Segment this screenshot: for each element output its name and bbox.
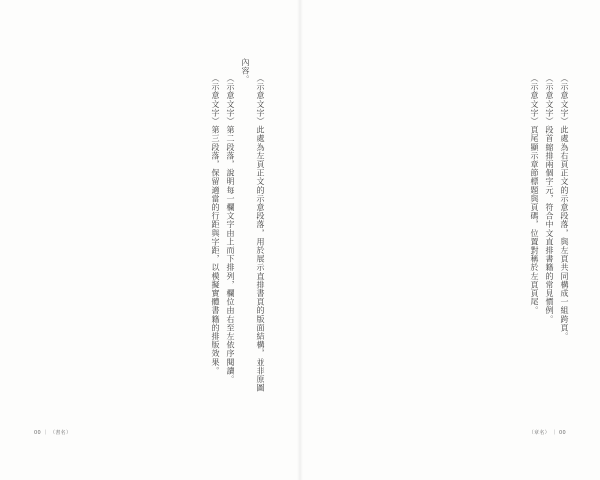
paragraph: （示意文字）第三段落，保留適當的行距與字距，以模擬實體書籍的排版效果。: [211, 74, 220, 375]
paragraph: （示意文字）此處為左頁正文的示意段落，用於展示直排書頁的版面結構，並非原圖內容。: [241, 58, 265, 393]
right-page-footer: [529, 429, 566, 436]
page-number: 00: [559, 430, 566, 436]
right-page: [300, 0, 600, 480]
book-title: （書名）: [50, 430, 72, 436]
paragraph: （示意文字）頁尾顯示章節標題與頁碼，位置對稱於左頁頁尾。: [530, 74, 539, 315]
page-number: 00: [34, 430, 41, 436]
left-page-footer: [34, 429, 71, 436]
paragraph: （示意文字）段首縮排兩個字元，符合中文直排書籍的常見慣例。: [545, 74, 554, 324]
paragraph: （示意文字）此處為右頁正文的示意段落，與左頁共同構成一組跨頁。: [560, 74, 569, 341]
footer-separator: ｜: [42, 430, 49, 436]
left-page-body: [34, 58, 268, 398]
footer-separator: ｜: [551, 430, 558, 436]
chapter-title: （章名）: [528, 430, 550, 436]
paragraph: （示意文字）第二段落，說明每一欄文字由上而下排列，欄位由右至左依序閱讀。: [226, 74, 235, 384]
right-page-body: [338, 58, 572, 398]
